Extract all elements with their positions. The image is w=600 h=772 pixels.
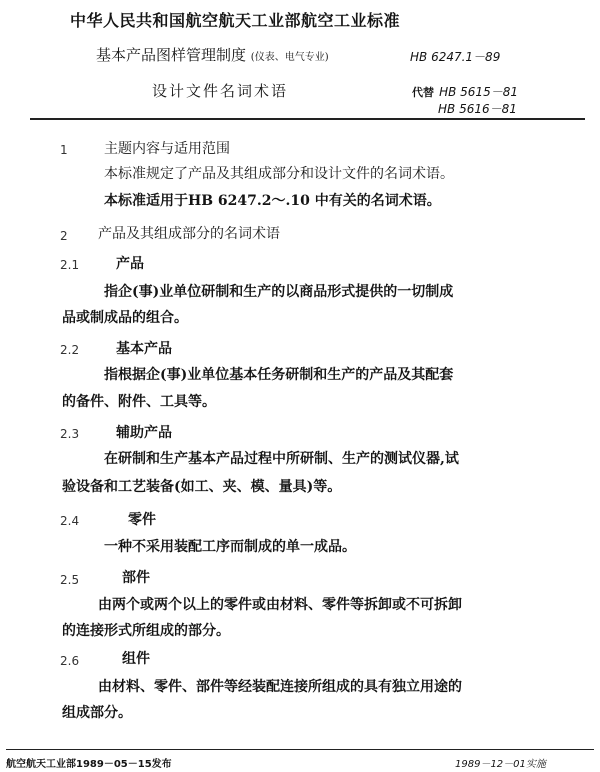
replaces-block — [412, 81, 518, 100]
section-heading: 产品及其组成部分的名词术语 — [98, 226, 280, 242]
footer-rule — [6, 749, 594, 750]
standard-scope: (仪表、电气专业) — [250, 52, 329, 63]
term-definition-line: 品或制成品的组合。 — [62, 310, 188, 326]
term-definition-line: 验设备和工艺装备(如工、夹、模、量具)等。 — [62, 479, 342, 495]
standard-name-text: 基本产品图样管理制度 — [96, 46, 247, 64]
header-rule — [30, 118, 585, 120]
term-name: 部件 — [122, 570, 150, 586]
issuing-organization: 中华人民共和国航空航天工业部航空工业标准 — [70, 11, 401, 30]
section-number: 1 — [60, 143, 68, 157]
issue-date: 航空航天工业部1989－05－15发布 — [6, 759, 172, 770]
term-definition-line: 的备件、附件、工具等。 — [62, 394, 216, 410]
section-number: 2 — [60, 229, 68, 243]
term-name: 基本产品 — [116, 341, 172, 357]
term-number: 2.3 — [60, 427, 80, 441]
term-definition-line: 由材料、零件、部件等经装配连接所组成的具有独立用途的 — [98, 679, 462, 695]
term-number: 2.1 — [60, 258, 80, 272]
standard-code: HB 6247.1－89 — [410, 50, 501, 64]
term-name: 零件 — [128, 512, 156, 528]
term-name: 产品 — [116, 256, 144, 272]
term-number: 2.4 — [60, 514, 80, 528]
term-definition-line: 组成部分。 — [62, 705, 132, 721]
term-definition-line: 在研制和生产基本产品过程中所研制、生产的测试仪器,试 — [104, 451, 459, 467]
term-definition-line: 指根据企(事)业单位基本任务研制和生产的产品及其配套 — [104, 367, 454, 383]
term-name: 组件 — [122, 651, 150, 667]
paragraph: 本标准规定了产品及其组成部分和设计文件的名词术语。 — [104, 166, 454, 182]
term-number: 2.5 — [60, 573, 80, 587]
replaces-code-2: HB 5616－81 — [438, 102, 517, 116]
term-definition-line: 的连接形式所组成的部分。 — [62, 623, 230, 639]
paragraph: 本标准适用于HB 6247.2～.10 中有关的名词术语。 — [104, 193, 441, 209]
section-heading: 主题内容与适用范围 — [104, 141, 230, 157]
term-definition-line: 指企(事)业单位研制和生产的以商品形式提供的一切制成 — [104, 284, 454, 300]
standard-name — [96, 44, 329, 65]
term-definition-line: 由两个或两个以上的零件或由材料、零件等拆卸或不可拆卸 — [98, 597, 462, 613]
term-name: 辅助产品 — [116, 425, 172, 441]
replaces-code-1: HB 5615－81 — [439, 85, 518, 99]
term-definition-line: 一种不采用装配工序而制成的单一成品。 — [104, 539, 356, 555]
term-number: 2.6 — [60, 654, 80, 668]
implementation-date: 1989－12－01实施 — [455, 759, 546, 770]
term-number: 2.2 — [60, 343, 80, 357]
document-title: 设计文件名词术语 — [152, 82, 289, 100]
replaces-label: 代替 — [412, 86, 434, 99]
